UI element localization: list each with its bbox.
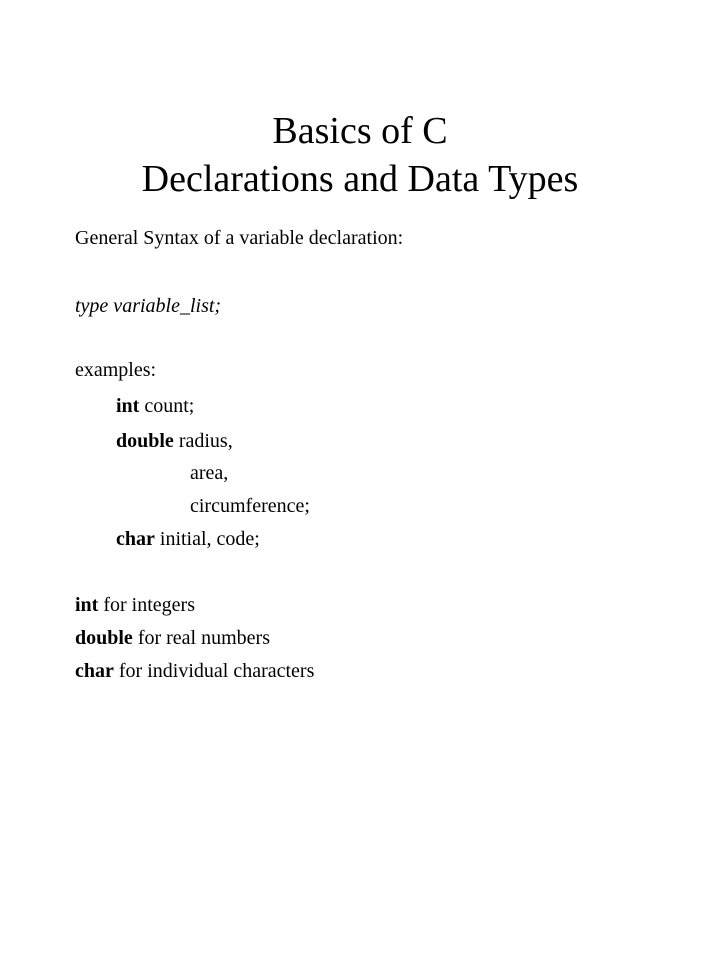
example-rest: count; [139, 395, 195, 417]
type-line-char [75, 659, 314, 683]
type-line-int [75, 593, 195, 617]
example-line-double [116, 429, 233, 453]
example-line-int [116, 394, 194, 418]
type-description: for real numbers [132, 627, 270, 649]
example-line-area: area, [190, 462, 229, 484]
syntax-heading: General Syntax of a variable declaration: [75, 227, 404, 249]
keyword-double: double [116, 430, 174, 452]
keyword-char: char [116, 528, 155, 550]
keyword-int: int [75, 594, 99, 616]
example-line-char [116, 527, 260, 551]
type-description: for integers [98, 594, 195, 616]
syntax-form: type variable_list; [75, 295, 222, 317]
slide-title-line-2: Declarations and Data Types [141, 158, 579, 200]
example-line-circumference: circumference; [190, 495, 310, 517]
examples-label: examples: [75, 359, 157, 381]
type-line-double [75, 626, 270, 650]
keyword-char: char [75, 660, 114, 682]
example-rest: initial, code; [154, 528, 260, 550]
keyword-double: double [75, 627, 133, 649]
example-rest: radius, [173, 430, 233, 452]
slide-title-line-1: Basics of C [272, 110, 448, 152]
type-description: for individual characters [113, 660, 315, 682]
keyword-int: int [116, 395, 140, 417]
